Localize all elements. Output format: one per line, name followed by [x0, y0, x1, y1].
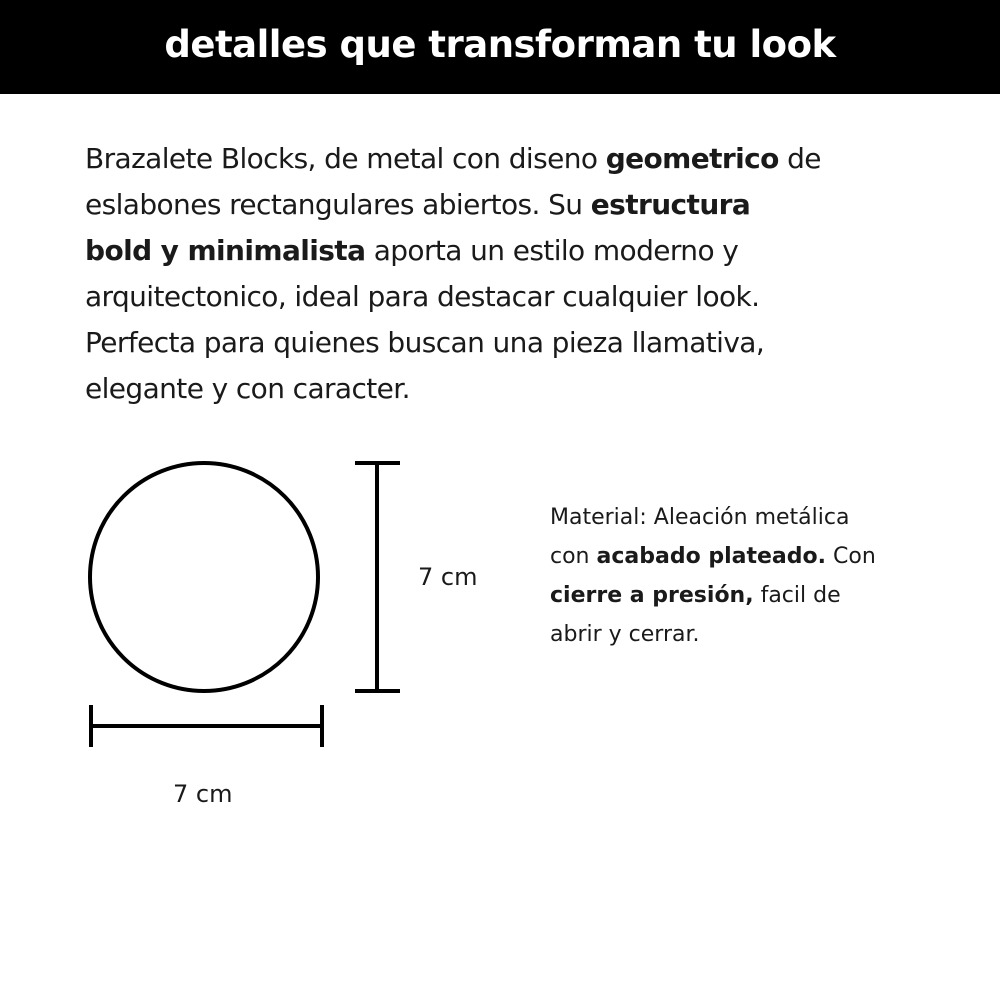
bold-geometrico: geometrico — [605, 142, 779, 175]
description-line-5: Perfecta para quienes buscan una pieza llamativa, — [85, 326, 765, 359]
bracelet-circle — [90, 463, 318, 691]
material-line-2: con acabado plateado. Con — [550, 544, 876, 569]
header-title: detalles que transforman tu look — [164, 22, 836, 66]
description-line-2: eslabones rectangulares abiertos. Su estructura — [85, 188, 751, 221]
width-label: 7 cm — [173, 780, 233, 808]
description-line-1: Brazalete Blocks, de metal con diseno geometrico de — [85, 142, 821, 175]
description-line-6: elegante y con caracter. — [85, 372, 410, 405]
width-dimension-line — [91, 705, 322, 747]
material-line-1: Material: Aleación metálica — [550, 505, 850, 530]
bold-minimalista: bold y minimalista — [85, 234, 366, 267]
bold-acabado: acabado plateado. — [596, 544, 826, 569]
height-dimension-line — [355, 463, 400, 691]
material-line-3: cierre a presión, facil de — [550, 583, 841, 608]
bold-cierre: cierre a presión, — [550, 583, 754, 608]
description-line-4: arquitectonico, ideal para destacar cualquier look. — [85, 280, 760, 313]
bold-estructura: estructura — [590, 188, 751, 221]
material-info — [550, 498, 970, 654]
material-line-4: abrir y cerrar. — [550, 622, 700, 647]
description-line-3: bold y minimalista aporta un estilo moderno y — [85, 234, 739, 267]
height-label: 7 cm — [418, 563, 478, 591]
